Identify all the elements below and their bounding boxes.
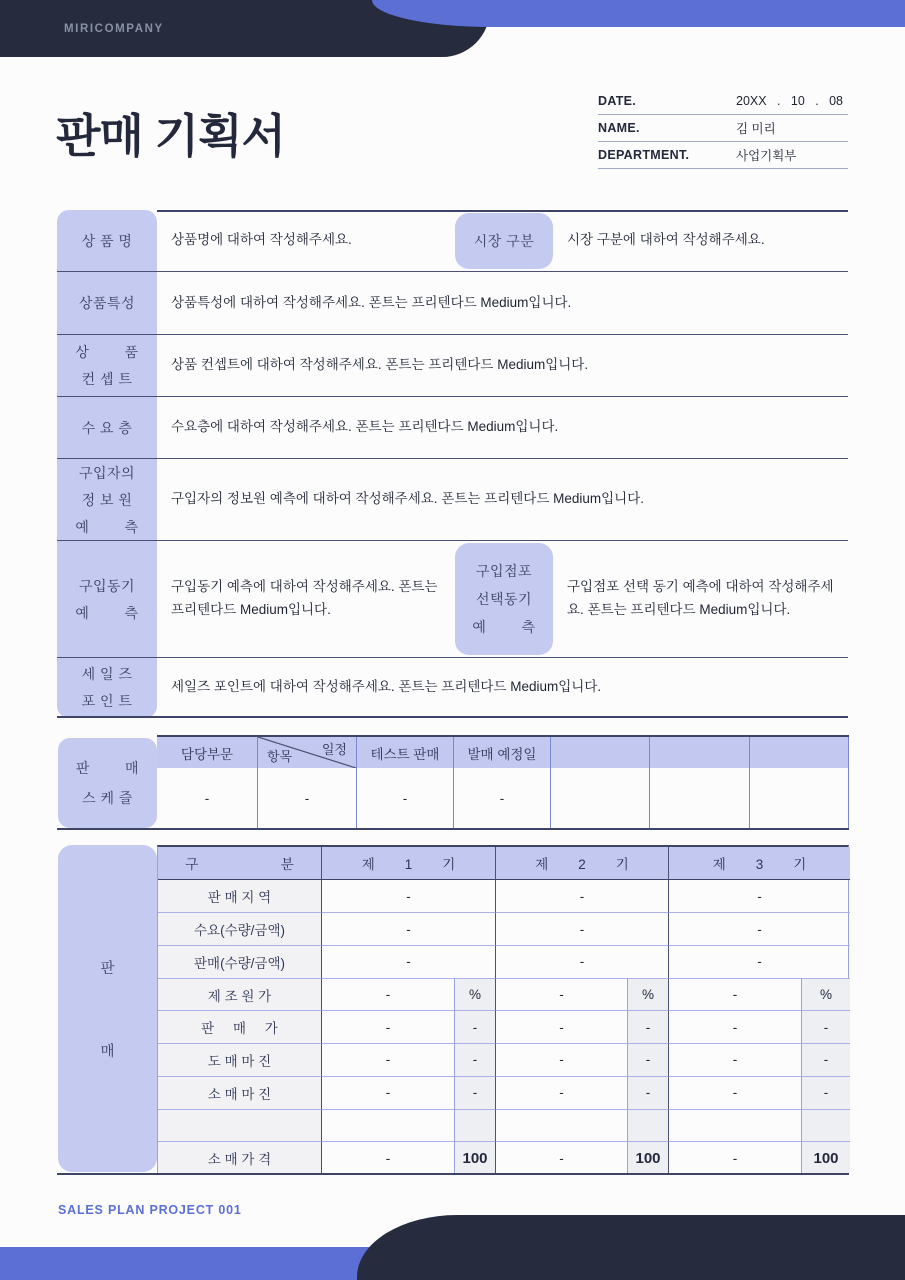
sales-schedule-table [57,735,849,830]
plan-header-period-3: 제 3 기 [668,847,850,880]
info-row-name [598,115,848,142]
placeholder-text: 구입자의 정보원 예측에 대하여 작성해주세요. 폰트는 프리텐다드 Medium입니다. [171,491,645,507]
cell-empty [550,768,649,828]
cell-percent: - [801,1010,850,1043]
plan-header-category: 구 분 [158,847,321,880]
placeholder-text: 시장 구분에 대하여 작성해주세요. [567,232,765,248]
cell-value: - [668,880,850,913]
name-label: NAME. [598,121,640,135]
row-content [157,210,455,271]
cell-percent-total: 100 [454,1141,495,1174]
row-label-text: 상 품 명 [81,232,133,249]
page-title: 판매 기획서 [56,110,285,162]
cell-value: - [668,945,850,978]
product-detail-table [57,210,848,718]
row-content [157,397,848,458]
cell-percent: - [627,1043,668,1076]
row-label: 도 매 마 진 [158,1043,321,1076]
placeholder-text: 상품 컨셉트에 대하여 작성해주세요. 폰트는 프리텐다드 Medium입니다. [171,357,589,373]
cell-percent: - [454,1010,495,1043]
schedule-grid [157,737,849,828]
company-name: MIRICOMPANY [64,22,164,35]
table-row-product-name [57,210,848,272]
plan-label-text: 판 [100,960,115,977]
cell-percent-total: 100 [627,1141,668,1174]
row-label [57,210,157,271]
cell-value: - [495,1010,627,1043]
cell-value: - [453,768,550,828]
placeholder-text: 구입점포 선택 동기 예측에 대하여 작성해주세요. 폰트는 프리텐다드 Medium입니다. [567,579,834,617]
header-cell-test-sale: 테스트 판매 [356,737,453,768]
cell-value: - [257,768,356,828]
row-content [157,658,848,717]
row-label [57,397,157,458]
placeholder-text: 상품특성에 대하여 작성해주세요. 폰트는 프리텐다드 Medium입니다. [171,294,572,310]
row-content-secondary [553,210,848,271]
row-label: 제 조 원 가 [158,978,321,1011]
schedule-data-row [157,768,849,828]
sub-label-box-store-choice-motive [455,543,553,655]
sub-label-text: 시장 구분 [473,232,535,249]
cell-value: - [495,945,668,978]
header-cell-release-date: 발매 예정일 [453,737,550,768]
cell-value: - [356,768,453,828]
footer-project-label: SALES PLAN PROJECT 001 [58,1203,242,1217]
sub-label-text: 예 측 [472,619,536,635]
sub-label-text: 구입점포 [475,563,533,579]
row-label-text: 구입자의 [78,464,136,481]
department-label: DEPARTMENT. [598,148,690,162]
row-label-empty [158,1109,321,1142]
sub-label-text: 선택동기 [475,591,533,607]
row-label [57,541,157,657]
cell-value: - [321,945,495,978]
sales-plan-table [57,845,849,1175]
cell-value: - [495,978,627,1011]
row-label [57,459,157,540]
cell-percent: - [801,1043,850,1076]
schedule-bottom-border [57,828,849,830]
cell-empty [495,1109,627,1142]
table-row-sales-point [57,658,848,718]
header-cell-department: 담당부문 [180,746,234,762]
row-label [57,335,157,396]
table-row-buyer-info-source [57,459,848,541]
row-content-secondary [553,541,848,657]
cell-value: - [495,880,668,913]
cell-value: - [668,1076,801,1109]
schedule-header-row [157,737,849,768]
row-label-text: 세 일 즈 [81,666,133,682]
table-bottom-border [57,716,848,718]
cell-value: - [321,880,495,913]
cell-value: - [321,912,495,945]
cell-percent-total: 100 [801,1141,850,1174]
table-row-demand-group [57,397,848,459]
cell-percent: % [454,978,495,1011]
cell-empty [321,1109,454,1142]
cell-value: - [495,1076,627,1109]
row-label-text: 구입동기 [78,577,136,594]
cell-value: - [321,1141,454,1174]
cell-percent: - [454,1076,495,1109]
diagonal-label-item: 항목 [267,749,293,764]
cell-value: - [321,1043,454,1076]
cell-percent: - [627,1010,668,1043]
cell-value: - [321,1076,454,1109]
cell-value: - [668,1141,801,1174]
row-label: 소 매 가 격 [158,1141,321,1174]
placeholder-text: 구입동기 예측에 대하여 작성해주세요. 폰트는 프리텐다드 Medium입니다. [171,579,438,617]
cell-empty [749,768,849,828]
row-content [157,335,848,396]
cell-value: - [668,912,850,945]
plan-label-text: 매 [100,1043,115,1060]
cell-value: - [495,1141,627,1174]
cell-value: - [321,1010,454,1043]
plan-grid [157,845,849,1174]
cell-empty [627,1109,668,1142]
row-label-text: 수 요 층 [81,419,133,436]
row-label-text: 상 품 [75,344,139,360]
date-label: DATE. [598,94,637,108]
row-label-text: 상품특성 [78,295,136,311]
cell-value: - [321,978,454,1011]
schedule-table-label [58,738,157,828]
table-row-product-concept [57,335,848,397]
cell-value: - [668,1043,801,1076]
cell-value: - [495,1043,627,1076]
cell-value: - [668,978,801,1011]
info-row-date [598,88,848,115]
table-top-border [157,210,848,212]
sub-label-box-market-segment [455,213,553,269]
info-row-department [598,142,848,169]
header-cell-empty [649,737,749,768]
cell-empty [649,768,749,828]
placeholder-text: 수요층에 대하여 작성해주세요. 폰트는 프리텐다드 Medium입니다. [171,419,559,435]
cell-empty [454,1109,495,1142]
date-value: 20XX . 10 . 08 [736,94,844,108]
row-label [57,272,157,334]
schedule-label-text: 스 케 즐 [82,790,133,806]
cell-percent: - [627,1076,668,1109]
info-block [598,88,848,169]
placeholder-text: 세일즈 포인트에 대하여 작성해주세요. 폰트는 프리텐다드 Medium입니다. [171,679,602,695]
cell-value: - [495,912,668,945]
plan-header-period-2: 제 2 기 [495,847,668,880]
cell-percent: % [627,978,668,1011]
row-label-text: 컨 셉 트 [81,371,133,387]
cell-percent: % [801,978,850,1011]
row-content [157,459,848,540]
row-label: 판매(수량/금액) [158,945,321,978]
top-blue-accent-shape [372,0,905,27]
placeholder-text: 상품명에 대하여 작성해주세요. [171,232,352,248]
diagonal-label-schedule: 일정 [321,742,347,757]
table-row-product-feature [57,272,848,335]
cell-empty [801,1109,850,1142]
department-value: 사업기획부 [736,149,797,163]
header-cell-empty [550,737,649,768]
row-label: 판 매 지 역 [158,880,321,913]
schedule-label-text: 판 매 [75,760,140,776]
row-label: 수요(수량/금액) [158,912,321,945]
header-cell-empty [749,737,849,768]
row-content [157,272,848,334]
bottom-dark-shape [357,1215,905,1280]
row-label-text: 포 인 트 [81,693,133,709]
diagonal-header-cell [257,737,356,768]
cell-value: - [668,1010,801,1043]
plan-bottom-border [57,1173,849,1176]
row-label-text: 정 보 원 [81,491,133,508]
row-label: 소 매 마 진 [158,1076,321,1109]
row-content [157,541,455,657]
plan-header-period-1: 제 1 기 [321,847,495,880]
row-label: 판 매 가 [158,1010,321,1043]
cell-percent: - [454,1043,495,1076]
cell-empty [668,1109,801,1142]
row-label-text: 예 측 [75,518,139,535]
name-value: 김 미리 [736,122,776,136]
row-label-text: 예 측 [75,604,139,621]
row-label [57,658,157,717]
plan-table-label [58,845,157,1172]
cell-percent: - [801,1076,850,1109]
table-row-purchase-motive [57,541,848,658]
cell-value: - [204,790,210,806]
